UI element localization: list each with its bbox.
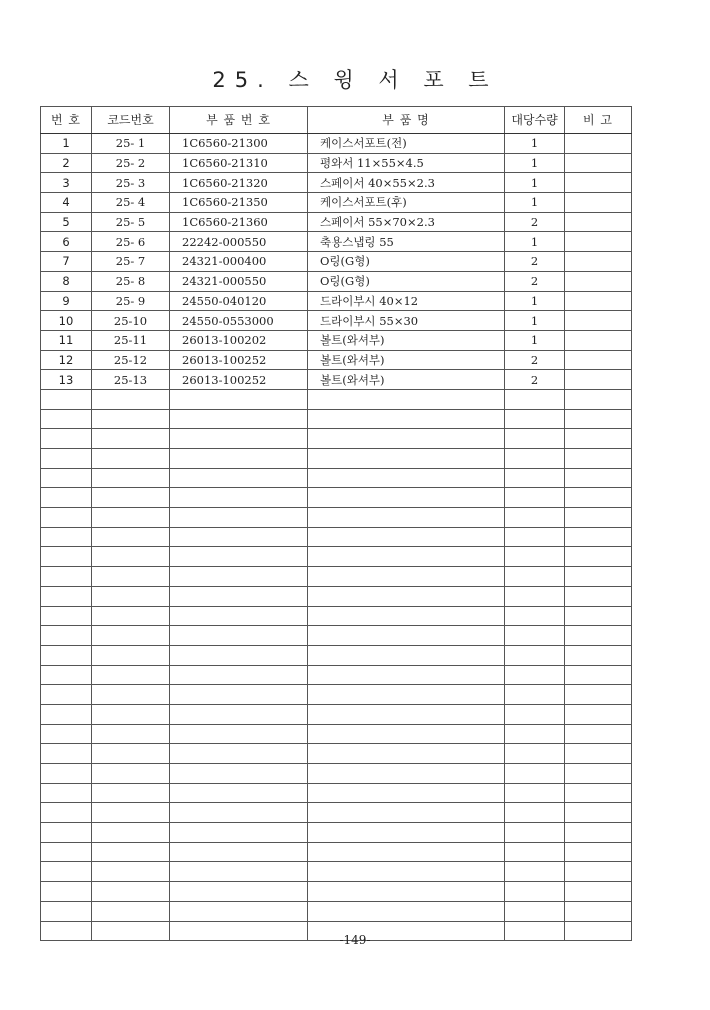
empty-table-row [41, 704, 632, 724]
cell-no [41, 586, 92, 606]
table-body [41, 134, 632, 941]
cell-no [41, 882, 92, 902]
cell-part-number: 26013-100252 [170, 370, 308, 390]
cell-part-number [170, 823, 308, 843]
cell-code: 25- 3 [92, 173, 170, 193]
table-row [41, 173, 632, 193]
cell-part-name [308, 862, 505, 882]
empty-table-row [41, 389, 632, 409]
empty-table-row [41, 508, 632, 528]
cell-part-number [170, 685, 308, 705]
cell-part-number [170, 409, 308, 429]
cell-quantity: 2 [505, 271, 565, 291]
cell-quantity [505, 842, 565, 862]
cell-quantity [505, 547, 565, 567]
cell-part-number: 24550-040120 [170, 291, 308, 311]
cell-code: 25- 2 [92, 153, 170, 173]
cell-no [41, 527, 92, 547]
cell-part-number: 24321-000550 [170, 271, 308, 291]
cell-code [92, 882, 170, 902]
cell-part-name [308, 783, 505, 803]
cell-no [41, 665, 92, 685]
cell-part-number [170, 389, 308, 409]
cell-code [92, 468, 170, 488]
cell-note [565, 842, 632, 862]
cell-no [41, 488, 92, 508]
cell-part-number [170, 882, 308, 902]
cell-quantity [505, 626, 565, 646]
cell-code [92, 724, 170, 744]
cell-note [565, 173, 632, 193]
cell-part-number [170, 429, 308, 449]
cell-no [41, 724, 92, 744]
cell-no: 12 [41, 350, 92, 370]
table-row [41, 193, 632, 213]
cell-part-name [308, 724, 505, 744]
cell-quantity: 1 [505, 153, 565, 173]
cell-part-name [308, 488, 505, 508]
empty-table-row [41, 429, 632, 449]
cell-code: 25-12 [92, 350, 170, 370]
cell-note [565, 547, 632, 567]
cell-quantity: 1 [505, 173, 565, 193]
cell-note [565, 626, 632, 646]
cell-part-number [170, 626, 308, 646]
cell-no [41, 449, 92, 469]
cell-part-name [308, 409, 505, 429]
cell-no: 1 [41, 134, 92, 154]
cell-part-name: 드라이부시 40×12 [308, 291, 505, 311]
cell-quantity [505, 527, 565, 547]
cell-part-name [308, 449, 505, 469]
header-quantity: 대당수량 [505, 107, 565, 134]
cell-part-name [308, 823, 505, 843]
cell-part-name [308, 508, 505, 528]
cell-no [41, 468, 92, 488]
cell-note [565, 586, 632, 606]
cell-part-name: 볼트(와셔부) [308, 330, 505, 350]
header-part-number: 부 품 번 호 [170, 107, 308, 134]
cell-note [565, 764, 632, 784]
cell-part-number [170, 586, 308, 606]
cell-part-number [170, 606, 308, 626]
cell-code [92, 409, 170, 429]
cell-code: 25- 8 [92, 271, 170, 291]
empty-table-row [41, 567, 632, 587]
cell-part-name [308, 901, 505, 921]
cell-no [41, 429, 92, 449]
cell-no [41, 547, 92, 567]
cell-note [565, 212, 632, 232]
cell-note [565, 685, 632, 705]
page-title: 25. 스 윙 서 포 트 [212, 68, 498, 92]
cell-quantity [505, 862, 565, 882]
cell-code [92, 645, 170, 665]
cell-part-name: 드라이부시 55×30 [308, 311, 505, 331]
empty-table-row [41, 685, 632, 705]
cell-part-number [170, 744, 308, 764]
header-no: 번 호 [41, 107, 92, 134]
cell-quantity [505, 744, 565, 764]
cell-part-number: 22242-000550 [170, 232, 308, 252]
cell-part-number [170, 468, 308, 488]
cell-note [565, 193, 632, 213]
cell-no: 7 [41, 252, 92, 272]
cell-part-number [170, 665, 308, 685]
cell-part-name [308, 429, 505, 449]
cell-code: 25-13 [92, 370, 170, 390]
cell-no: 13 [41, 370, 92, 390]
cell-note [565, 449, 632, 469]
cell-part-number: 1C6560-21300 [170, 134, 308, 154]
cell-part-number [170, 527, 308, 547]
cell-code: 25- 4 [92, 193, 170, 213]
cell-quantity [505, 764, 565, 784]
empty-table-row [41, 665, 632, 685]
cell-part-name: 평와서 11×55×4.5 [308, 153, 505, 173]
cell-no [41, 744, 92, 764]
cell-part-name [308, 547, 505, 567]
cell-no [41, 803, 92, 823]
cell-part-number: 26013-100252 [170, 350, 308, 370]
cell-code [92, 842, 170, 862]
cell-part-number [170, 508, 308, 528]
cell-quantity [505, 567, 565, 587]
cell-no [41, 764, 92, 784]
cell-part-name [308, 882, 505, 902]
cell-quantity: 1 [505, 134, 565, 154]
cell-part-number [170, 449, 308, 469]
cell-part-name: O링(G형) [308, 252, 505, 272]
cell-note [565, 370, 632, 390]
cell-note [565, 291, 632, 311]
cell-code [92, 429, 170, 449]
cell-part-name [308, 842, 505, 862]
empty-table-row [41, 862, 632, 882]
cell-code [92, 547, 170, 567]
cell-note [565, 645, 632, 665]
cell-part-name [308, 665, 505, 685]
table-row [41, 232, 632, 252]
cell-no: 11 [41, 330, 92, 350]
cell-note [565, 862, 632, 882]
cell-note [565, 724, 632, 744]
cell-note [565, 468, 632, 488]
cell-code [92, 685, 170, 705]
cell-code [92, 704, 170, 724]
cell-quantity [505, 783, 565, 803]
cell-part-name: 스페이서 55×70×2.3 [308, 212, 505, 232]
cell-no: 3 [41, 173, 92, 193]
cell-no [41, 901, 92, 921]
cell-part-number [170, 645, 308, 665]
table-row [41, 370, 632, 390]
cell-no: 2 [41, 153, 92, 173]
header-code: 코드번호 [92, 107, 170, 134]
cell-code [92, 783, 170, 803]
cell-quantity [505, 665, 565, 685]
cell-quantity [505, 449, 565, 469]
empty-table-row [41, 449, 632, 469]
cell-part-number [170, 764, 308, 784]
cell-note [565, 882, 632, 902]
cell-code [92, 901, 170, 921]
cell-part-name [308, 645, 505, 665]
cell-note [565, 232, 632, 252]
empty-table-row [41, 842, 632, 862]
cell-quantity [505, 389, 565, 409]
cell-no [41, 842, 92, 862]
cell-quantity: 2 [505, 252, 565, 272]
cell-quantity [505, 724, 565, 744]
cell-part-number: 24321-000400 [170, 252, 308, 272]
cell-part-name: 케이스서포트(후) [308, 193, 505, 213]
cell-note [565, 665, 632, 685]
cell-no [41, 783, 92, 803]
cell-part-name: O링(G형) [308, 271, 505, 291]
cell-note [565, 744, 632, 764]
table-row [41, 212, 632, 232]
table-row [41, 271, 632, 291]
cell-code [92, 823, 170, 843]
cell-part-name [308, 626, 505, 646]
empty-table-row [41, 744, 632, 764]
cell-no [41, 645, 92, 665]
empty-table-row [41, 409, 632, 429]
cell-quantity [505, 409, 565, 429]
cell-part-number [170, 901, 308, 921]
empty-table-row [41, 626, 632, 646]
page-number: -149- [339, 933, 371, 947]
cell-part-name [308, 764, 505, 784]
parts-table [40, 106, 632, 941]
cell-part-name [308, 704, 505, 724]
cell-code [92, 803, 170, 823]
cell-part-number: 1C6560-21310 [170, 153, 308, 173]
cell-quantity [505, 508, 565, 528]
empty-table-row [41, 547, 632, 567]
cell-no [41, 508, 92, 528]
cell-note [565, 527, 632, 547]
cell-part-number [170, 567, 308, 587]
cell-no [41, 606, 92, 626]
cell-code [92, 389, 170, 409]
cell-quantity [505, 882, 565, 902]
table-row [41, 330, 632, 350]
cell-note [565, 271, 632, 291]
table-row [41, 252, 632, 272]
empty-table-row [41, 764, 632, 784]
cell-part-number [170, 862, 308, 882]
cell-no [41, 389, 92, 409]
cell-note [565, 330, 632, 350]
empty-table-row [41, 606, 632, 626]
cell-part-number: 26013-100202 [170, 330, 308, 350]
table-row [41, 291, 632, 311]
cell-no: 9 [41, 291, 92, 311]
cell-note [565, 488, 632, 508]
cell-note [565, 409, 632, 429]
cell-quantity [505, 803, 565, 823]
cell-part-number: 1C6560-21360 [170, 212, 308, 232]
cell-code [92, 586, 170, 606]
cell-code [92, 488, 170, 508]
cell-part-number: 24550-0553000 [170, 311, 308, 331]
table-row [41, 134, 632, 154]
cell-part-name [308, 803, 505, 823]
cell-no: 8 [41, 271, 92, 291]
cell-part-name: 축용스냅링 55 [308, 232, 505, 252]
cell-part-number [170, 803, 308, 823]
cell-code: 25- 1 [92, 134, 170, 154]
cell-code [92, 567, 170, 587]
cell-part-name [308, 685, 505, 705]
cell-code: 25- 6 [92, 232, 170, 252]
cell-code: 25-11 [92, 330, 170, 350]
cell-quantity: 2 [505, 212, 565, 232]
empty-table-row [41, 803, 632, 823]
cell-note [565, 252, 632, 272]
cell-note [565, 508, 632, 528]
cell-no: 4 [41, 193, 92, 213]
cell-code [92, 527, 170, 547]
empty-table-row [41, 586, 632, 606]
cell-part-number: 1C6560-21350 [170, 193, 308, 213]
cell-part-number [170, 488, 308, 508]
cell-code: 25- 9 [92, 291, 170, 311]
table-row [41, 153, 632, 173]
cell-no [41, 704, 92, 724]
cell-part-name [308, 586, 505, 606]
cell-no [41, 626, 92, 646]
cell-part-name [308, 468, 505, 488]
cell-code [92, 508, 170, 528]
empty-table-row [41, 645, 632, 665]
cell-code [92, 665, 170, 685]
empty-table-row [41, 783, 632, 803]
cell-quantity [505, 823, 565, 843]
cell-code [92, 764, 170, 784]
cell-quantity [505, 488, 565, 508]
cell-no: 10 [41, 311, 92, 331]
cell-quantity [505, 586, 565, 606]
cell-code [92, 862, 170, 882]
cell-part-name: 스페이서 40×55×2.3 [308, 173, 505, 193]
cell-note [565, 803, 632, 823]
cell-note [565, 901, 632, 921]
cell-part-number [170, 783, 308, 803]
cell-quantity: 2 [505, 350, 565, 370]
cell-code [92, 744, 170, 764]
empty-table-row [41, 901, 632, 921]
cell-quantity: 2 [505, 370, 565, 390]
cell-part-number [170, 724, 308, 744]
cell-quantity [505, 468, 565, 488]
cell-no [41, 823, 92, 843]
cell-quantity: 1 [505, 232, 565, 252]
cell-part-name: 볼트(와셔부) [308, 370, 505, 390]
cell-quantity [505, 901, 565, 921]
cell-quantity: 1 [505, 330, 565, 350]
cell-note [565, 134, 632, 154]
cell-part-name [308, 527, 505, 547]
cell-quantity [505, 429, 565, 449]
cell-quantity [505, 606, 565, 626]
header-part-name: 부 품 명 [308, 107, 505, 134]
table-row [41, 350, 632, 370]
cell-quantity: 1 [505, 311, 565, 331]
cell-part-number [170, 842, 308, 862]
cell-no: 6 [41, 232, 92, 252]
cell-code [92, 626, 170, 646]
cell-part-number [170, 547, 308, 567]
cell-no [41, 685, 92, 705]
cell-code [92, 606, 170, 626]
cell-part-number: 1C6560-21320 [170, 173, 308, 193]
cell-code [92, 449, 170, 469]
empty-table-row [41, 488, 632, 508]
cell-part-number [170, 704, 308, 724]
cell-no: 5 [41, 212, 92, 232]
cell-note [565, 350, 632, 370]
cell-part-name [308, 389, 505, 409]
cell-note [565, 389, 632, 409]
cell-code: 25-10 [92, 311, 170, 331]
empty-table-row [41, 527, 632, 547]
cell-code: 25- 5 [92, 212, 170, 232]
cell-note [565, 311, 632, 331]
cell-note [565, 823, 632, 843]
cell-note [565, 783, 632, 803]
cell-part-name [308, 567, 505, 587]
cell-note [565, 704, 632, 724]
cell-note [565, 429, 632, 449]
cell-code: 25- 7 [92, 252, 170, 272]
cell-note [565, 606, 632, 626]
empty-table-row [41, 882, 632, 902]
cell-no [41, 862, 92, 882]
cell-part-name [308, 744, 505, 764]
cell-part-name: 케이스서포트(전) [308, 134, 505, 154]
cell-quantity: 1 [505, 193, 565, 213]
cell-no [41, 409, 92, 429]
empty-table-row [41, 724, 632, 744]
header-note: 비 고 [565, 107, 632, 134]
cell-no [41, 567, 92, 587]
cell-quantity: 1 [505, 291, 565, 311]
cell-note [565, 153, 632, 173]
empty-table-row [41, 823, 632, 843]
cell-quantity [505, 685, 565, 705]
cell-part-name [308, 606, 505, 626]
table-row [41, 311, 632, 331]
cell-quantity [505, 645, 565, 665]
header-row [41, 107, 632, 134]
empty-table-row [41, 468, 632, 488]
cell-quantity [505, 704, 565, 724]
cell-note [565, 567, 632, 587]
cell-part-name: 볼트(와셔부) [308, 350, 505, 370]
